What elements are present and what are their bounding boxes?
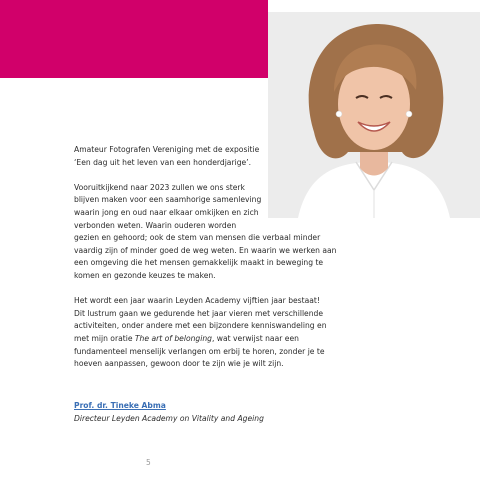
signature-role: Directeur Leyden Academy on Vitality and Ageing [74,413,264,423]
text-line: fundamenteel menselijk verlangen om erbij te horen, zonder je te [74,346,325,356]
text-line: Vooruitkijkend naar 2023 zullen we ons sterk [74,182,245,192]
text-line: vaardig zijn of minder goed de weg weten. En waarin we werken aan [74,245,337,255]
text-segment: , wat verwijst naar een [211,333,299,343]
text-line: Amateur Fotografen Vereniging met de expositie [74,145,260,154]
text-line: Het wordt een jaar waarin Leyden Academy vijftien jaar bestaat! [74,296,320,306]
magenta-header-band [0,0,268,78]
paragraph-anniversary [74,295,334,371]
text-line: komen en gezonde keuzes te maken. [74,270,216,280]
text-segment: met mijn oratie [74,333,135,343]
text-line: activiteiten, onder andere met een bijzondere kenniswandeling en [74,321,327,331]
signature-name-link[interactable]: Prof. dr. Tineke Abma [74,401,166,410]
text-line: waarin jong en oud naar elkaar omkijken en zich [74,207,259,217]
text-line [74,333,334,346]
intro-paragraph [74,144,334,169]
text-line: gezien en gehoord; ook de stem van mensen die verbaal minder [74,233,321,243]
signature-block [74,400,334,425]
oration-title: The art of belonging [134,333,212,343]
page-number: 5 [146,458,151,467]
paragraph-outlook [74,182,337,283]
text-line: verbonden weten. Waarin ouderen worden [74,220,237,230]
text-line: een omgeving die het mensen gemakkelijk maakt in beweging te [74,258,324,268]
text-line: blijven maken voor een saamhorige samenleving [74,195,262,205]
text-line: Dit lustrum gaan we gedurende het jaar vieren met verschillende [74,308,324,318]
body-text [74,144,337,383]
text-line: ‘Een dag uit het leven van een honderdjarige’. [74,157,252,167]
text-line: hoeven aanpassen, gewoon door te zijn wie je wilt zijn. [74,359,284,369]
